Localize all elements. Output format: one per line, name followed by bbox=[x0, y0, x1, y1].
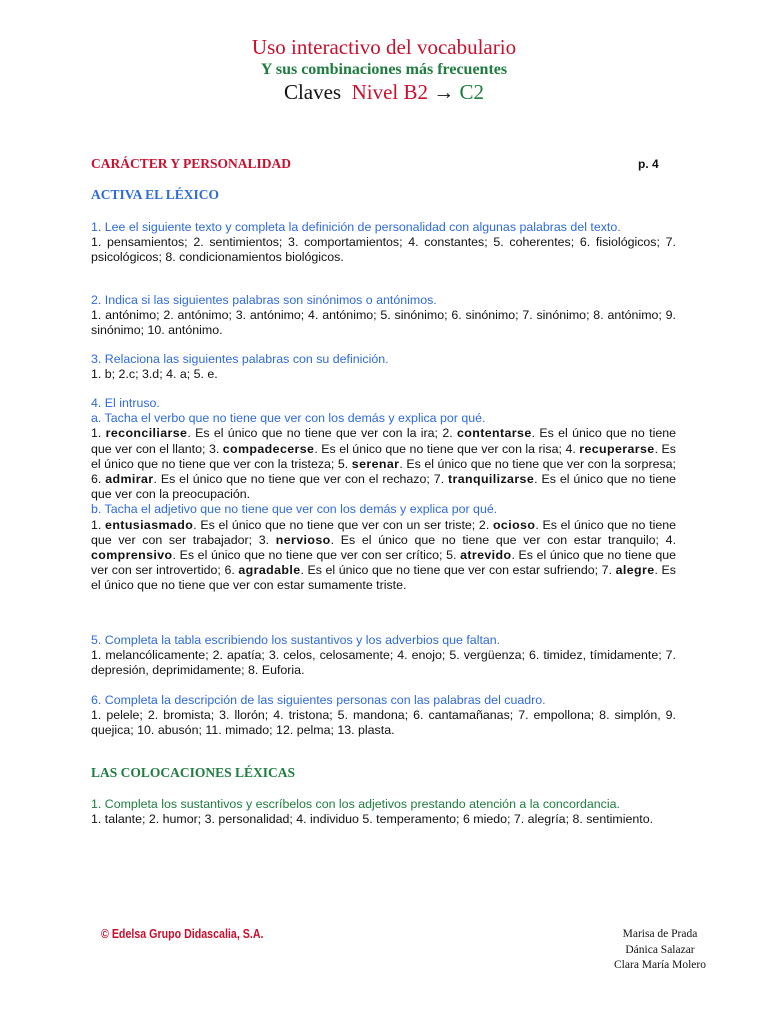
item-text: . Es el único que no tiene que ver con la tristeza; bbox=[91, 441, 676, 471]
level-heading bbox=[0, 80, 768, 105]
answer-keyword: recuperarse bbox=[579, 441, 655, 456]
exercise-answer: 1. pensamientos; 2. sentimientos; 3. comportamientos; 4. constantes; 5. coherentes; 6. fisiológicos; 7. psicológicos; 8. condicionamientos biológicos. bbox=[91, 235, 676, 265]
exercise-question: 3. Relaciona las siguientes palabras con su definición. bbox=[91, 352, 389, 366]
item-text: . Es el único que no tiene que ver con la ira; bbox=[187, 426, 443, 441]
exercise-4 bbox=[91, 396, 676, 594]
item-text: . Es el único que no tiene que ver con el llanto; bbox=[91, 426, 676, 456]
answer-keyword: alegre bbox=[615, 563, 655, 578]
authors-list bbox=[560, 927, 760, 974]
answer-keyword: admirar bbox=[105, 472, 154, 487]
exercise-question: 1. Lee el siguiente texto y completa la definición de personalidad con algunas palabras del texto. bbox=[91, 220, 621, 234]
item-number: 7. bbox=[433, 472, 448, 487]
item-number: 4. bbox=[565, 441, 580, 456]
exercise-question: 4. El intruso. bbox=[91, 396, 160, 410]
exercise-5 bbox=[91, 633, 676, 679]
answer-keyword: tranquilizarse bbox=[447, 472, 535, 487]
answer-keyword: nervioso bbox=[275, 532, 331, 547]
publisher-copyright: © Edelsa Grupo Didascalia, S.A. bbox=[101, 926, 264, 941]
exercise-question: 5. Completa la tabla escribiendo los sustantivos y los adverbios que faltan. bbox=[91, 633, 501, 647]
exercise-answer: 1. antónimo; 2. antónimo; 3. antónimo; 4. antónimo; 5. sinónimo; 6. sinónimo; 7. sinónimo; 8. antónimo; 9. sinónimo; 10. antónimo. bbox=[91, 308, 676, 338]
exercise-question: 6. Completa la descripción de las siguientes personas con las palabras del cuadro. bbox=[91, 693, 546, 707]
item-number: 5. bbox=[337, 456, 352, 471]
item-text: . Es el único que no tiene que ver con la sorpresa; bbox=[399, 456, 676, 471]
exercise-answer: 1. pelele; 2. bromista; 3. llorón; 4. tristona; 5. mandona; 6. cantamañanas; 7. empollona; 8. simplón, 9. quejica; 10. abusón; 11. mimado; 12. pelma; 13. plasta. bbox=[91, 708, 676, 738]
answer-keyword: entusiasmado bbox=[105, 517, 194, 532]
item-number: 5. bbox=[446, 548, 461, 563]
exercise-question: 2. Indica si las siguientes palabras son sinónimos o antónimos. bbox=[91, 293, 437, 307]
answer-keyword: atrevido bbox=[460, 548, 512, 563]
item-text: . Es el único que no tiene que ver con el rechazo; bbox=[153, 472, 434, 487]
item-text: . Es el único que no tiene que ver con la preocupación. bbox=[91, 472, 676, 502]
arrow-icon: → bbox=[433, 80, 455, 104]
author-name: Dánica Salazar bbox=[625, 943, 695, 956]
item-number: 4. bbox=[665, 532, 677, 547]
answer-keyword: ocioso bbox=[492, 517, 536, 532]
item-text: . Es el único que no tiene que ver con un ser triste; bbox=[193, 517, 479, 532]
level-c2: C2 bbox=[459, 80, 485, 104]
answer-keyword: comprensivo bbox=[91, 548, 173, 563]
exercise-question: 1. Completa los sustantivos y escríbelos con los adjetivos prestando atención a la concordancia. bbox=[91, 797, 620, 811]
item-text: . Es el único que no tiene que ver con estar sumamente triste. bbox=[91, 563, 676, 593]
exercise-question-a: a. Tacha el verbo que no tiene que ver con los demás y explica por qué. bbox=[91, 411, 486, 426]
section-title-caracter: CARÁCTER Y PERSONALIDAD bbox=[91, 156, 292, 171]
exercise-2 bbox=[91, 293, 676, 339]
section-title-colocaciones: LAS COLOCACIONES LÉXICAS bbox=[91, 765, 296, 780]
author-name: Marisa de Prada bbox=[622, 928, 698, 940]
claves-label: Claves bbox=[283, 80, 342, 104]
exercise-answer: 1. melancólicamente; 2. apatía; 3. celos, celosamente; 4. enojo; 5. vergüenza; 6. timidez, tímidamente; 7. depresión, deprimidamente; 8. Euforia. bbox=[91, 648, 676, 678]
item-number: 6. bbox=[224, 563, 239, 578]
exercise-1 bbox=[91, 220, 676, 266]
item-text: . Es el único que no tiene que ver con estar tranquilo; bbox=[330, 532, 666, 547]
answer-keyword: compadecerse bbox=[222, 441, 315, 456]
exercise-3 bbox=[91, 352, 676, 382]
exercise-6 bbox=[91, 693, 676, 739]
item-number: 3. bbox=[208, 441, 223, 456]
document-subtitle: Y sus combinaciones más frecuentes bbox=[260, 61, 508, 78]
item-number: 1. bbox=[91, 517, 106, 532]
answer-keyword: serenar bbox=[351, 456, 400, 471]
item-text: . Es el único que no tiene que ver con ser crítico; bbox=[172, 548, 447, 563]
item-number: 6. bbox=[91, 472, 106, 487]
item-number: 1. bbox=[91, 426, 106, 441]
answer-keyword: reconciliarse bbox=[105, 426, 188, 441]
page-reference: p. 4 bbox=[638, 157, 659, 171]
section-subtitle-activa: ACTIVA EL LÉXICO bbox=[91, 187, 220, 202]
item-text: . Es el único que no tiene que ver con la risa; bbox=[314, 441, 566, 456]
item-number: 7. bbox=[601, 563, 616, 578]
item-number: 3. bbox=[258, 532, 276, 547]
item-number: 2. bbox=[442, 426, 457, 441]
exercise-answer: 1. b; 2.c; 3.d; 4. a; 5. e. bbox=[91, 367, 218, 382]
level-b2: Nivel B2 bbox=[351, 80, 429, 104]
answer-keyword: contentarse bbox=[456, 426, 532, 441]
exercise-answer: 1. talante; 2. humor; 3. personalidad; 4. individuo 5. temperamento; 6 miedo; 7. alegría; 8. sentimiento. bbox=[91, 812, 654, 827]
item-number: 2. bbox=[478, 517, 493, 532]
colocaciones-exercise-1 bbox=[91, 797, 676, 827]
item-text: . Es el único que no tiene que ver con estar sufriendo; bbox=[300, 563, 602, 578]
exercise-answer-a bbox=[91, 426, 676, 502]
item-text: . Es el único que no tiene que ver con ser trabajador; bbox=[91, 517, 677, 547]
exercise-question-b: b. Tacha el adjetivo que no tiene que ver con los demás y explica por qué. bbox=[91, 502, 498, 517]
exercise-answer-b bbox=[91, 518, 676, 594]
item-text: . Es el único que no tiene que ver con ser introvertido; bbox=[91, 548, 677, 578]
author-name: Clara María Molero bbox=[614, 959, 706, 971]
answer-keyword: agradable bbox=[238, 563, 301, 578]
document-title: Uso interactivo del vocabulario bbox=[251, 35, 517, 59]
